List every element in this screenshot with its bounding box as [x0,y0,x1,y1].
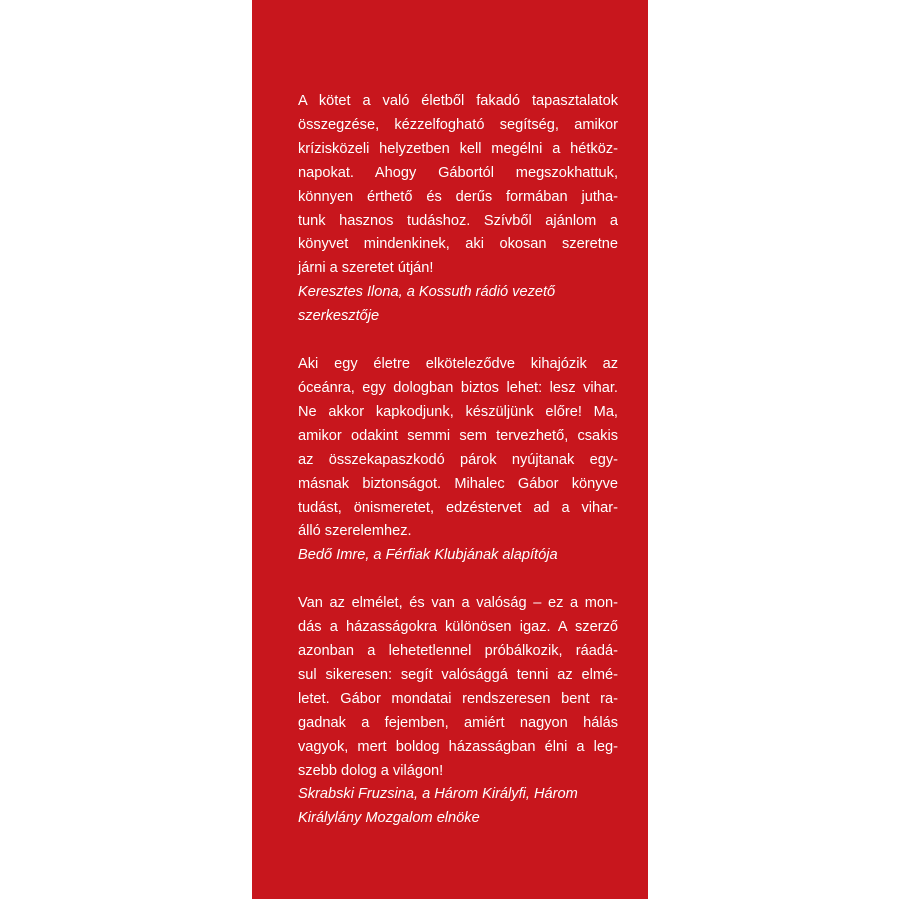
quote-line: tudást, önismeretet, edzéstervet ad a vihar- [298,499,618,516]
quote-line: Aki egy életre elköteleződve kihajózik az [298,356,618,373]
blurb-3-attribution [298,783,618,831]
blurb-3 [298,592,618,831]
blurb-2 [298,353,618,568]
quote-line: óceánra, egy dologban biztos lehet: lesz vihar. [298,379,618,396]
blurb-1 [298,90,618,329]
quote-line: szebb dolog a világon! [298,762,444,779]
quote-line: napokat. Ahogy Gábortól megszokhattuk, [298,164,618,181]
quote-line: vagyok, mert boldog házasságban élni a leg- [298,738,618,755]
attribution-line: szerkesztője [298,308,380,325]
quote-line: álló szerelemhez. [298,523,412,540]
quote-line: dás a házasságokra különösen igaz. A szerző [298,619,618,636]
quote-line: sul sikeresen: segít valósággá tenni az elmé- [298,666,618,683]
quote-line: Van az elmélet, és van a valóság – ez a mon- [298,595,618,612]
quote-line: tunk hasznos tudáshoz. Szívből ajánlom a [298,212,618,229]
quote-line: könnyen érthető és derűs formában jutha- [298,188,618,205]
blurb-3-quote [298,592,618,783]
attribution-line: Skrabski Fruzsina, a Három Királyfi, Három [298,786,578,803]
quote-line: Ne akkor kapkodjunk, készüljünk előre! Ma, [298,403,618,420]
quote-line: járni a szeretet útján! [298,260,434,277]
blurb-1-attribution [298,281,618,329]
quote-line: azonban a lehetetlennel próbálkozik, ráadá- [298,643,618,660]
back-cover-panel [252,0,648,899]
attribution-line: Keresztes Ilona, a Kossuth rádió vezető [298,284,556,301]
quote-line: amikor odakint semmi sem tervezhető, csakis [298,427,618,444]
quote-line: A kötet a való életből fakadó tapasztalatok [298,93,618,109]
quote-line: letet. Gábor mondatai rendszeresen bent ra- [298,690,618,707]
blurb-1-quote [298,90,618,281]
quote-line: az összekapaszkodó párok nyújtanak egy- [298,451,618,468]
blurb-2-attribution [298,544,618,568]
quote-line: összegzése, kézzelfogható segítség, amikor [298,116,618,133]
blurbs-column [298,90,618,831]
quote-line: krízisközeli helyzetben kell megélni a hétköz- [298,140,618,157]
quote-line: könyvet mindenkinek, aki okosan szeretne [298,236,618,253]
attribution-line: Királylány Mozgalom elnöke [298,810,480,827]
quote-line: gadnak a fejemben, amiért nagyon hálás [298,714,618,731]
blurb-2-quote [298,353,618,544]
attribution-line: Bedő Imre, a Férfiak Klubjának alapítója [298,547,558,564]
quote-line: másnak biztonságot. Mihalec Gábor könyve [298,475,618,492]
